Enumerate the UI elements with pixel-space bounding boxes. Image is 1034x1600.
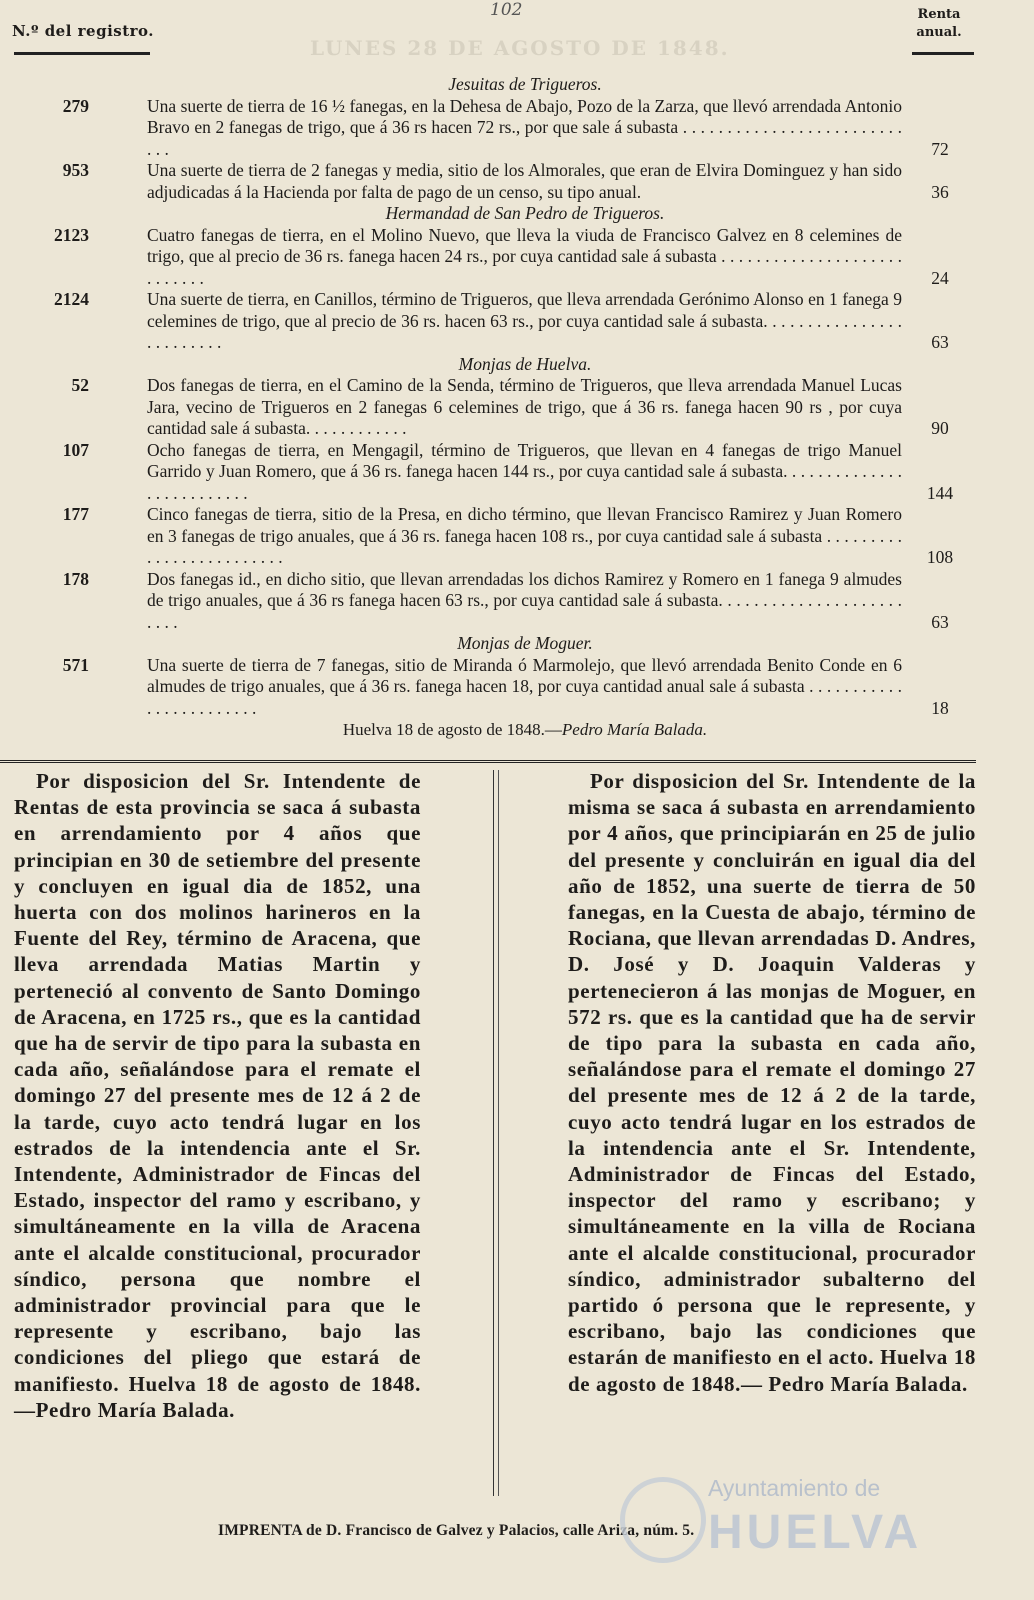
group-title: Hermandad de San Pedro de Trigueros.	[385, 203, 665, 223]
notice-right	[568, 768, 976, 1397]
entry-text: Cuatro fanegas de tierra, en el Molino Nuevo, que lleva la viuda de Francisco Galvez en 8 celemines de trigo, que al precio de 36 rs. fanega hacen 24 rs., por cuya cantidad sale á subasta . . . . . . . . . . . . . . . . . . . . . . . . . . . .	[147, 224, 902, 288]
rent-label-line1: Renta	[917, 7, 961, 22]
entry-number: 52	[71, 375, 89, 395]
notice-right-text: Por disposicion del Sr. Intendente de la misma se saca á subasta en arrendamiento por 4 años, que principiarán en 25 de julio del presente y concluirán en igual dia del año de 1852, una suerte de tierra de 50 fanegas, en la Cuesta de abajo, término de Rociana, que llevan arrendadas D. Andres, D. José y D. Joaquin Valderas y pertenecieron á las monjas de Moguer, en 572 rs. que es la cantidad que ha de servir de tipo para la subasta en cada año, señalándose para el remate el domingo 27 del presente mes de 12 á 2 de la tarde, cuyo acto tendrá lugar en los estrados de la intendencia ante el Sr. Intendente, Administrador de Fincas del Estado, inspector del ramo y escribano; y simultáneamente en la villa de Rociana ante el alcalde constitucional, procurador síndico, administrador subalterno del partido ó persona que le represente, y escribano, bajo las condiciones que estarán de manifiesto en el acto. Huelva 18 de agosto de 1848.— Pedro María Balada.	[568, 769, 976, 1396]
entry-text: Dos fanegas id., en dicho sitio, que llevan arrendadas los dichos Ramirez y Romero en 1 fanega 9 almudes de trigo anuales, que á 36 rs fanega hacen 63 rs., por cuya cantidad sale á subasta. . . . . . . . . . . . . . . . . . . . . . . . .	[147, 568, 902, 632]
entry-number: 107	[62, 439, 89, 460]
entry-text: Una suerte de tierra, en Canillos, término de Trigueros, que lleva arrendada Gerónimo Alonso en 1 fanega 9 celemines de trigo, que al precio de 36 rs. hacen 63 rs., por cuya cantidad sale á subasta. . . . . . . . . . . . . . . . . . . . . . . . .	[147, 289, 902, 352]
header-rule-right	[912, 52, 974, 55]
registry-entry	[0, 96, 1034, 161]
column-divider-inner	[498, 770, 499, 1496]
registry-entry	[0, 289, 1034, 354]
registry-entry	[0, 655, 1034, 720]
watermark-emblem-icon	[620, 1477, 706, 1563]
entry-rent: 90	[931, 418, 949, 438]
entry-number: 279	[62, 95, 89, 116]
header-rule-left	[14, 52, 150, 55]
section-divider	[0, 760, 976, 763]
page-mark: 102	[490, 0, 523, 20]
entry-rent: 63	[931, 611, 949, 632]
entry-text: Una suerte de tierra de 16 ½ fanegas, en la Dehesa de Abajo, Pozo de la Zarza, que llevó arrendada Antonio Bravo en 2 fanegas de trigo, que á 36 rs hacen 72 rs., por que sale á subasta . . . . . . . . . . . . . . . . . . . . . . . . . . . .	[147, 95, 902, 159]
group-title: Jesuitas de Trigueros.	[448, 74, 602, 94]
registry-entry	[0, 440, 1034, 505]
entry-text: Dos fanegas de tierra, en el Camino de la Senda, término de Trigueros, que lleva arrendada Manuel Lucas Jara, vecino de Trigueros en 2 fanegas 6 celemines de trigo, que á 36 rs. fanega hacen 90 rs , por cuya cantidad sale á subasta. . . . . . . . . . . .	[147, 375, 902, 438]
entry-text: Ocho fanegas de tierra, en Mengagil, término de Trigueros, que llevan en 4 fanegas de trigo Manuel Garrido y Juan Romero, que á 36 rs. fanega hacen 144 rs., por cuya cantidad sale á subasta. . . . . . . . . . . . . . . . . . . . . . . . . .	[147, 439, 902, 503]
registry-entry	[0, 160, 1034, 203]
notice-left	[14, 768, 421, 1423]
entry-rent: 36	[931, 181, 949, 202]
entry-text: Una suerte de tierra de 2 fanegas y media, sitio de los Almorales, que eran de Elvira Dominguez y han sido adjudicadas á la Hacienda por falta de pago de un censo, su tipo anual.	[147, 160, 902, 202]
registry-signature	[150, 719, 900, 741]
entry-number: 178	[62, 568, 89, 589]
printer-imprint: IMPRENTA de D. Francisco de Galvez y Palacios, calle Ariza, núm. 5.	[218, 1522, 695, 1539]
rent-label-line2: anual.	[916, 25, 962, 40]
entry-number: 2123	[54, 224, 89, 245]
entry-number: 571	[62, 654, 89, 675]
registry-column-header: N.º del registro.	[12, 22, 155, 40]
entry-number: 2124	[54, 289, 89, 309]
rent-column-header	[914, 6, 964, 42]
signature-name: Pedro María Balada.	[561, 720, 708, 739]
entry-rent: 18	[931, 697, 949, 718]
entry-rent: 63	[931, 332, 949, 352]
entry-text: Una suerte de tierra de 7 fanegas, sitio de Miranda ó Marmolejo, que llevó arrendada Benito Conde en 6 almudes de trigo anuales, que á 36 rs. fanega hacen 18, por cuya cantidad anual sale á subasta . . . . . . . . . . . . . . . . . . . . . . . .	[147, 654, 902, 718]
entry-rent: 108	[926, 547, 954, 567]
signature-place-date: Huelva 18 de agosto de 1848.—	[342, 720, 562, 739]
group-title: Monjas de Huelva.	[458, 353, 592, 374]
entry-rent: 144	[926, 482, 954, 503]
registry-entry	[0, 569, 1034, 634]
registry-list	[0, 74, 1034, 741]
group-title: Monjas de Moguer.	[457, 633, 593, 653]
bleed-through-heading: LUNES 28 DE AGOSTO DE 1848.	[310, 36, 730, 60]
column-divider	[493, 770, 494, 1496]
entry-number: 953	[62, 160, 89, 180]
watermark-line2: HUELVA	[708, 1506, 923, 1559]
watermark-line1: Ayuntamiento de	[708, 1475, 881, 1501]
entry-number: 177	[62, 504, 89, 524]
registry-entry	[0, 225, 1034, 290]
entry-rent: 24	[931, 267, 949, 288]
entry-rent: 72	[931, 138, 949, 159]
entry-text: Cinco fanegas de tierra, sitio de la Presa, en dicho término, que llevan Francisco Ramirez y Juan Romero en 3 fanegas de trigo anuales, que á 36 rs. fanega hacen 108 rs., por cuya cantidad sale á subasta . . . . . . . . . . . . . . . . . . . . . . . . .	[147, 504, 902, 567]
registry-entry	[0, 504, 1034, 569]
archive-watermark	[620, 1465, 950, 1575]
registry-entry	[0, 375, 1034, 440]
notice-left-text: Por disposicion del Sr. Intendente de Rentas de esta provincia se saca á subasta en arrendamiento por 4 años que principian en 30 de setiembre del presente y concluyen en igual dia de 1852, una huerta con dos molinos harineros en la Fuente del Rey, término de Aracena, que lleva arrendada Matias Martin y perteneció al convento de Santo Domingo de Aracena, en 1725 rs., que es la cantidad que ha de servir de tipo para la subasta en cada año, señalándose para el remate el domingo 27 del presente mes de 12 á 2 de la tarde, cuyo acto tendrá lugar en los estrados de la intendencia ante el Sr. Intendente, Administrador de Fincas del Estado, inspector del ramo y escribano, y simultáneamente en la villa de Aracena ante el alcalde constitucional, procurador síndico, persona que nombre el administrador provincial para que le represente y escribano, bajo las condiciones del pliego que estará de manifiesto. Huelva 18 de agosto de 1848.—Pedro María Balada.	[14, 769, 421, 1422]
